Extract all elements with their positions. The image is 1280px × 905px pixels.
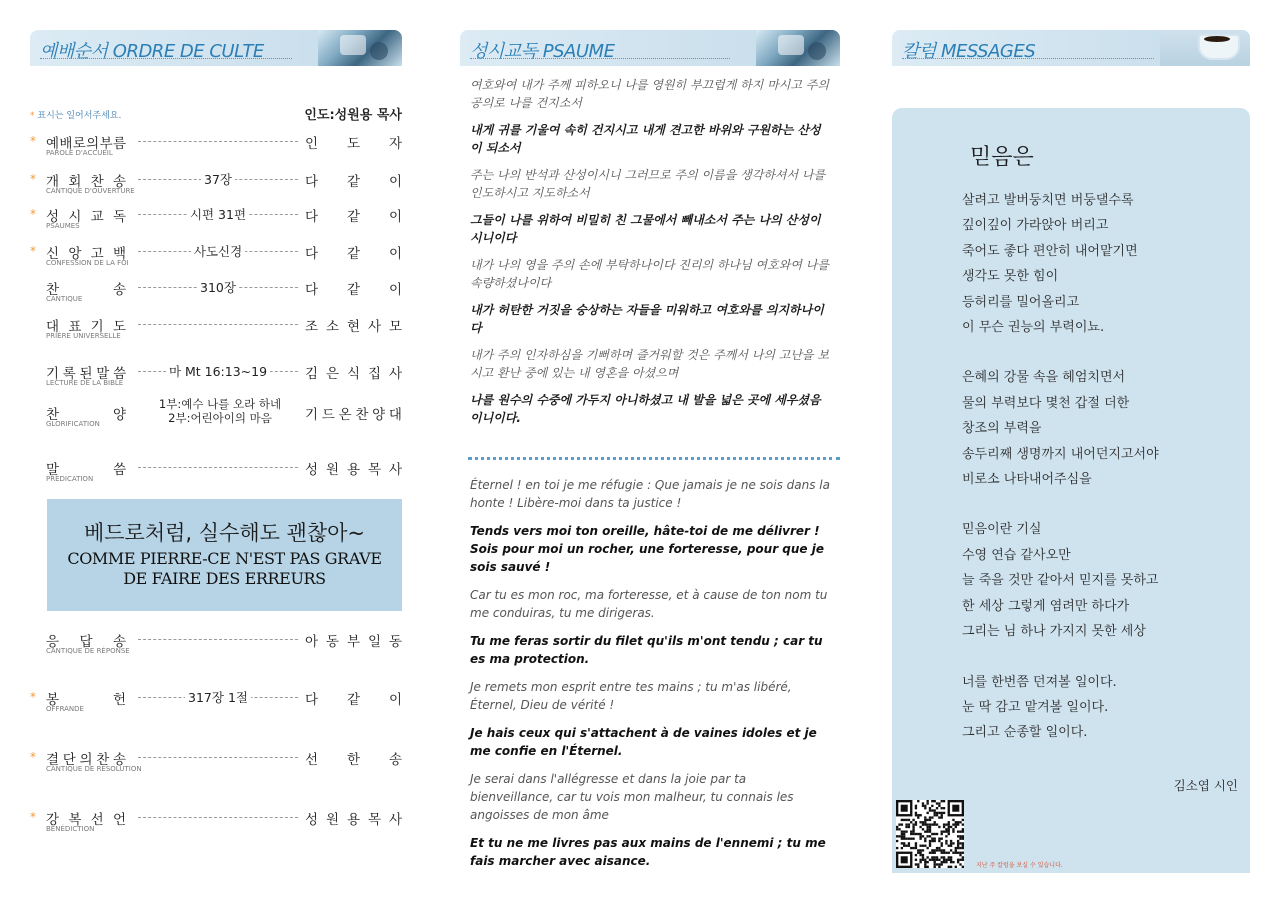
item-title-ko: 봉 헌 — [46, 692, 126, 708]
item-detail: 시편 31편 — [138, 205, 298, 223]
poem-line: 비로소 나타내어주심을 — [962, 472, 1092, 488]
poem-line: 눈 딱 감고 맡겨볼 일이다. — [962, 699, 1109, 715]
poem-line: 너를 한번쯤 던져볼 일이다. — [962, 674, 1117, 690]
psalm-verse: 내가 주의 인자하심을 기뻐하며 즐거워할 것은 주께서 나의 고난을 보시고 환난 중에 있는 내 영혼을 아셨으며 — [470, 348, 829, 380]
item-title-fr: CANTIQUE D'OUVERTURE — [46, 187, 135, 195]
item-presenter: 다 같 이 — [305, 692, 402, 708]
item-presenter: 인 도 자 — [305, 136, 402, 152]
sermon-title-fr-line2: DE FAIRE DES ERREURS — [123, 569, 326, 588]
item-title-fr: BÉNÉDICTION — [46, 825, 95, 833]
psalm-korean — [470, 76, 830, 436]
item-presenter: 다 같 이 — [305, 209, 402, 225]
item-title-ko: 강 복 선 언 — [46, 812, 126, 828]
item-title-ko: 신 앙 고 백 — [46, 246, 126, 262]
item-title-fr: CANTIQUE DE RÉSOLUTION — [46, 765, 142, 773]
item-title-fr: OFFRANDE — [46, 705, 84, 713]
standing-note: * 표시는 일어서주세요. — [30, 111, 122, 121]
item-presenter: 선 한 송 — [305, 752, 402, 768]
poem-stanza — [962, 365, 1232, 492]
coffee-cup-icon — [1160, 30, 1250, 66]
item-presenter: 성 원 용 목 사 — [305, 812, 402, 828]
psalm-french — [470, 476, 832, 880]
item-presenter: 성 원 용 목 사 — [305, 462, 402, 478]
poem-line: 한 세상 그렇게 염려만 하다가 — [962, 598, 1130, 614]
leader-dots — [138, 141, 298, 142]
item-title-ko: 예 배 로 의 부 름 — [46, 136, 126, 152]
header-dotted-line — [902, 58, 1154, 59]
item-presenter: 다 같 이 — [305, 282, 402, 298]
worship-note-row — [30, 104, 402, 124]
psalm-header — [460, 30, 840, 66]
poem-stanza — [962, 517, 1232, 644]
psalm-verse: Et tu ne me livres pas aux mains de l'ennemi ; tu me fais marcher avec aisance. — [470, 836, 826, 868]
item-title-fr: LECTURE DE LA BIBLE — [46, 379, 124, 387]
item-title-ko: 찬 송 — [46, 282, 126, 298]
item-detail: 마 Mt 16:13~19 — [138, 362, 298, 380]
star-icon: * — [30, 172, 36, 186]
worship-header-title: 예배순서 ORDRE DE CULTE — [40, 41, 264, 62]
poem-line: 이 무슨 권능의 부력이뇨. — [962, 320, 1105, 336]
star-icon: * — [30, 750, 36, 764]
psalm-verse: Je hais ceux qui s'attachent à de vaines idoles et je me confie en l'Éternel. — [470, 726, 817, 758]
item-title-fr: CANTIQUE — [46, 295, 83, 303]
poem-line: 은혜의 강물 속을 헤엄치면서 — [962, 370, 1126, 386]
item-presenter: 다 같 이 — [305, 174, 402, 190]
star-icon: * — [30, 810, 36, 824]
psalm-verse: 내게 귀를 기울여 속히 건지시고 내게 견고한 바위와 구원하는 산성이 되소서 — [470, 123, 821, 155]
poem-line: 생각도 못한 힘이 — [962, 269, 1059, 285]
worship-leader: 인도:성원용 목사 — [304, 108, 402, 123]
poem-line: 물의 부력보다 몇천 갑절 더한 — [962, 395, 1130, 411]
poem-line: 수영 연습 같사오만 — [962, 547, 1071, 563]
poem-line: 그리고 순종할 일이다. — [962, 725, 1088, 741]
psalm-verse: Je remets mon esprit entre tes mains ; tu m'as libéré, Éternel, Dieu de vérité ! — [470, 680, 792, 712]
psalm-verse: 여호와여 내가 주께 피하오니 나를 영원히 부끄럽게 하지 마시고 주의 공의로 나를 건지소서 — [470, 78, 829, 110]
poem-line: 늘 죽을 것만 같아서 믿지를 못하고 — [962, 573, 1159, 589]
item-title-ko: 기 록 된 말 씀 — [46, 366, 126, 382]
header-dotted-line — [470, 58, 730, 59]
header-dotted-line — [40, 58, 292, 59]
item-title-fr: CANTIQUE DE RÉPONSE — [46, 647, 130, 655]
psalm-header-title: 성시교독 PSAUME — [470, 41, 615, 62]
poem-line: 살려고 발버둥치면 버둥댈수록 — [962, 193, 1134, 208]
sermon-title-box — [47, 499, 402, 611]
star-icon: * — [30, 207, 36, 221]
leader-dots — [138, 817, 298, 818]
leader-dots — [138, 757, 298, 758]
item-title-ko: 결 단 의 찬 송 — [46, 752, 126, 768]
psalm-verse: 그들이 나를 위하여 비밀히 친 그물에서 빼내소서 주는 나의 산성이시니이다 — [470, 213, 821, 245]
item-presenter: 기 드 온 찬 양 대 — [305, 407, 402, 423]
message-card — [892, 108, 1250, 873]
psalm-verse: 주는 나의 반석과 산성이시니 그러므로 주의 이름을 생각하셔서 나를 인도하시고 지도하소서 — [470, 168, 826, 200]
item-presenter: 다 같 이 — [305, 246, 402, 262]
item-detail: 37장 — [138, 170, 298, 188]
poem-stanza — [962, 188, 1232, 340]
leader-dots — [138, 324, 298, 325]
star-icon: * — [30, 690, 36, 704]
item-title-fr: PAROLE D'ACCUEIL — [46, 149, 113, 157]
item-detail: 1부:예수 나를 오라 하네 2부:어린아이의 마음 — [158, 397, 282, 425]
sermon-title-fr-line1: COMME PIERRE-CE N'EST PAS GRAVE — [67, 549, 382, 568]
item-detail: 사도신경 — [138, 242, 298, 260]
sermon-title-ko: 베드로처럼, 실수해도 괜찮아~ — [83, 521, 366, 545]
poem-title: 믿음은 — [970, 145, 1034, 170]
item-detail: 317장 1절 — [138, 688, 298, 706]
psalm-verse: 나를 원수의 수중에 가두지 아니하셨고 내 발을 넓은 곳에 세우셨음이니이다. — [470, 393, 821, 425]
item-presenter: 김 은 식 집 사 — [305, 366, 402, 382]
item-title-fr: PRIÈRE UNIVERSELLE — [46, 332, 121, 340]
psalm-verse: Je serai dans l'allégresse et dans la joie par ta bienveillance, car tu vois mon malheur, tu connais les angoisses de mon âme — [470, 772, 794, 822]
header-photo — [756, 30, 840, 66]
item-title-ko: 말 씀 — [46, 462, 126, 478]
poem-line: 창조의 부력을 — [962, 421, 1042, 437]
item-title-ko: 개 회 찬 송 — [46, 174, 126, 190]
psalm-divider — [468, 457, 840, 460]
item-title-ko: 응 답 송 — [46, 634, 126, 650]
qr-note: 지난 주 칼럼을 보실 수 있습니다. — [976, 862, 1063, 869]
worship-header — [30, 30, 402, 66]
messages-column — [892, 30, 1250, 869]
poem-line: 등허리를 밀어올리고 — [962, 294, 1080, 310]
item-presenter: 조 소 현 사 모 — [305, 319, 402, 335]
psalm-verse: 내가 나의 영을 주의 손에 부탁하나이다 진리의 하나님 여호와여 나를 속량하셨나이다 — [470, 258, 829, 290]
leader-dots — [138, 467, 298, 468]
psalm-verse: Éternel ! en toi je me réfugie : Que jamais je ne sois dans la honte ! Libère-moi dans ta justice ! — [470, 478, 830, 510]
worship-column — [30, 30, 402, 833]
leader-dots — [138, 639, 298, 640]
poem-line: 믿음이란 기실 — [962, 522, 1042, 538]
poem-stanza — [962, 670, 1232, 746]
header-photo — [318, 30, 402, 66]
qr-code-icon[interactable] — [896, 800, 964, 868]
item-title-ko: 성 시 교 독 — [46, 209, 126, 225]
item-presenter: 아 동 부 일 동 — [305, 634, 402, 650]
poem-line: 깊이깊이 가라앉아 버리고 — [962, 218, 1109, 234]
star-icon: * — [30, 111, 35, 121]
item-title-fr: CONFESSION DE LA FOI — [46, 259, 129, 267]
psalm-verse: Tu me feras sortir du filet qu'ils m'ont tendu ; car tu es ma protection. — [470, 634, 823, 666]
psalm-column — [460, 30, 840, 868]
messages-header-title: 칼럼 MESSAGES — [902, 41, 1036, 62]
item-title-fr: GLORIFICATION — [46, 420, 100, 428]
poem-body — [962, 188, 1232, 771]
item-title-fr: PSAUMES — [46, 222, 80, 230]
item-title-ko: 찬 양 — [46, 407, 126, 423]
item-title-fr: PRÉDICATION — [46, 475, 94, 483]
item-detail: 310장 — [138, 278, 298, 296]
psalm-verse: Car tu es mon roc, ma forteresse, et à cause de ton nom tu me conduiras, tu me dirigeras. — [470, 588, 828, 620]
item-title-ko: 대 표 기 도 — [46, 319, 126, 335]
star-icon: * — [30, 134, 36, 148]
psalm-verse: 내가 허탄한 거짓을 숭상하는 자들을 미워하고 여호와를 의지하나이다 — [470, 303, 824, 335]
poem-line: 송두리째 생명까지 내어던지고서야 — [962, 446, 1159, 462]
poet-name: 김소엽 시인 — [1173, 778, 1238, 793]
poem-line: 그리는 님 하나 가지지 못한 세상 — [962, 624, 1146, 640]
star-icon: * — [30, 244, 36, 258]
poem-line: 죽어도 좋다 편안히 내어맡기면 — [962, 243, 1138, 259]
psalm-verse: Tends vers moi ton oreille, hâte-toi de me délivrer ! Sois pour moi un rocher, une forteresse, pour que je sois sauvé ! — [470, 524, 824, 574]
messages-header — [892, 30, 1250, 66]
